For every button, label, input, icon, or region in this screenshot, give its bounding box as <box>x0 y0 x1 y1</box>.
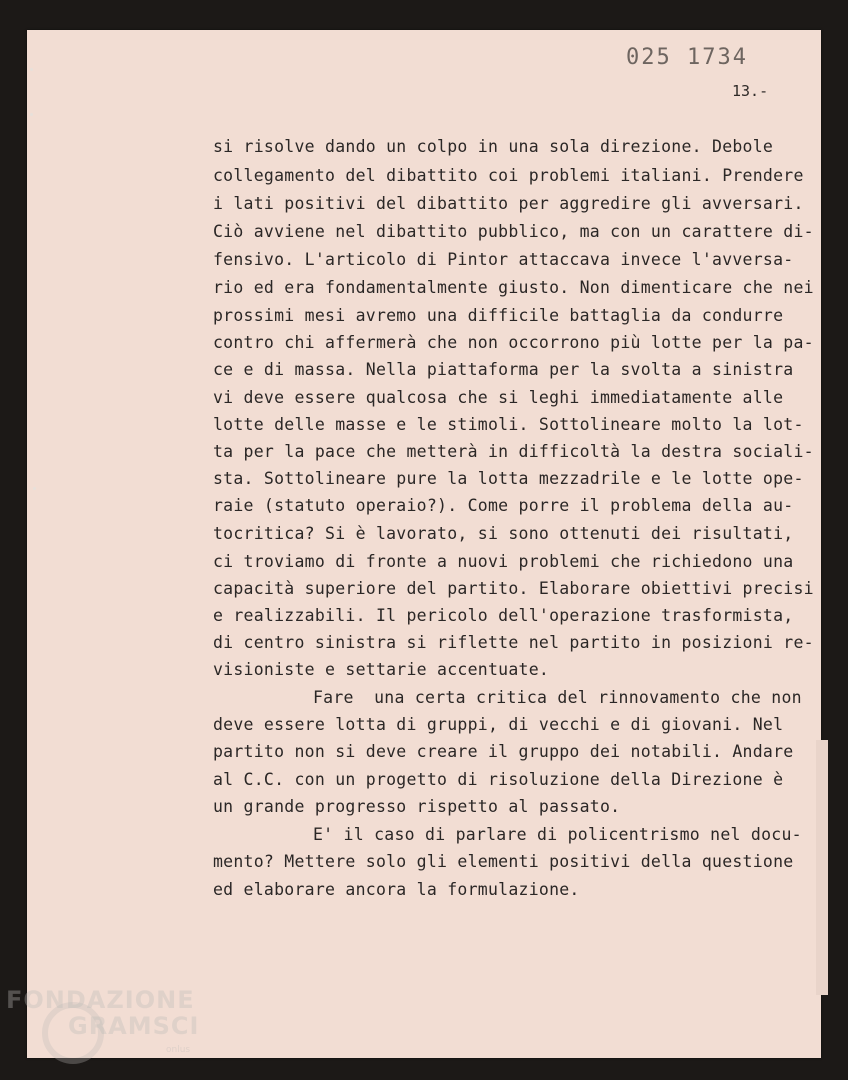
text-line: raie (statuto operaio?). Come porre il problema della au- <box>213 496 794 515</box>
text-line: Ciò avviene nel dibattito pubblico, ma con un carattere di- <box>213 222 814 241</box>
text-line: sta. Sottolineare pure la lotta mezzadrile e le lotte ope- <box>213 469 804 488</box>
text-line: fensivo. L'articolo di Pintor attaccava invece l'avversa- <box>213 250 794 269</box>
page-edge-tab <box>816 740 828 995</box>
text-line: E' il caso di parlare di policentrismo nel docu- <box>313 825 802 844</box>
text-line: capacità superiore del partito. Elaborare obiettivi precisi <box>213 579 814 598</box>
scan-speck <box>30 113 33 116</box>
fondazione-gramsci-watermark <box>6 986 200 1055</box>
text-line: di centro sinistra si riflette nel partito in posizioni re- <box>213 633 814 652</box>
text-line: prossimi mesi avremo una difficile battaglia da condurre <box>213 306 784 325</box>
text-line: lotte delle masse e le stimoli. Sottolineare molto la lot- <box>213 415 804 434</box>
text-line: Fare una certa critica del rinnovamento che non <box>313 688 802 707</box>
text-line: un grande progresso rispetto al passato. <box>213 797 621 816</box>
watermark-logo-icon <box>42 1002 104 1064</box>
scan-speck <box>30 68 33 71</box>
text-line: si risolve dando un colpo in una sola direzione. Debole <box>213 137 774 156</box>
page-number: 13.- <box>732 82 769 100</box>
watermark-line-2: GRAMSCI <box>68 1012 200 1040</box>
text-line: vi deve essere qualcosa che si leghi immediatamente alle <box>213 388 784 407</box>
text-line: e realizzabili. Il pericolo dell'operazione trasformista, <box>213 606 794 625</box>
text-line: ta per la pace che metterà in difficoltà la destra sociali- <box>213 442 814 461</box>
text-line: i lati positivi del dibattito per aggredire gli avversari. <box>213 194 804 213</box>
text-line: al C.C. con un progetto di risoluzione della Direzione è <box>213 770 784 789</box>
text-line: collegamento del dibattito coi problemi italiani. Prendere <box>213 166 804 185</box>
text-line: ed elaborare ancora la formulazione. <box>213 880 580 899</box>
text-line: ci troviamo di fronte a nuovi problemi che richiedono una <box>213 552 794 571</box>
text-line: deve essere lotta di gruppi, di vecchi e di giovani. Nel <box>213 715 784 734</box>
scan-speck <box>33 487 36 490</box>
archive-number: 025 1734 <box>626 45 748 70</box>
text-line: contro chi affermerà che non occorrono più lotte per la pa- <box>213 333 814 352</box>
text-line: ce e di massa. Nella piattaforma per la svolta a sinistra <box>213 360 794 379</box>
text-line: partito non si deve creare il gruppo dei notabili. Andare <box>213 742 794 761</box>
watermark-subline: onlus <box>166 1045 191 1055</box>
text-line: mento? Mettere solo gli elementi positivi della questione <box>213 852 794 871</box>
text-line: tocritica? Si è lavorato, si sono ottenuti dei risultati, <box>213 524 794 543</box>
text-line: rio ed era fondamentalmente giusto. Non dimenticare che nei <box>213 278 814 297</box>
text-line: visioniste e settarie accentuate. <box>213 660 550 679</box>
watermark-line-1: FONDAZIONE <box>6 986 195 1014</box>
